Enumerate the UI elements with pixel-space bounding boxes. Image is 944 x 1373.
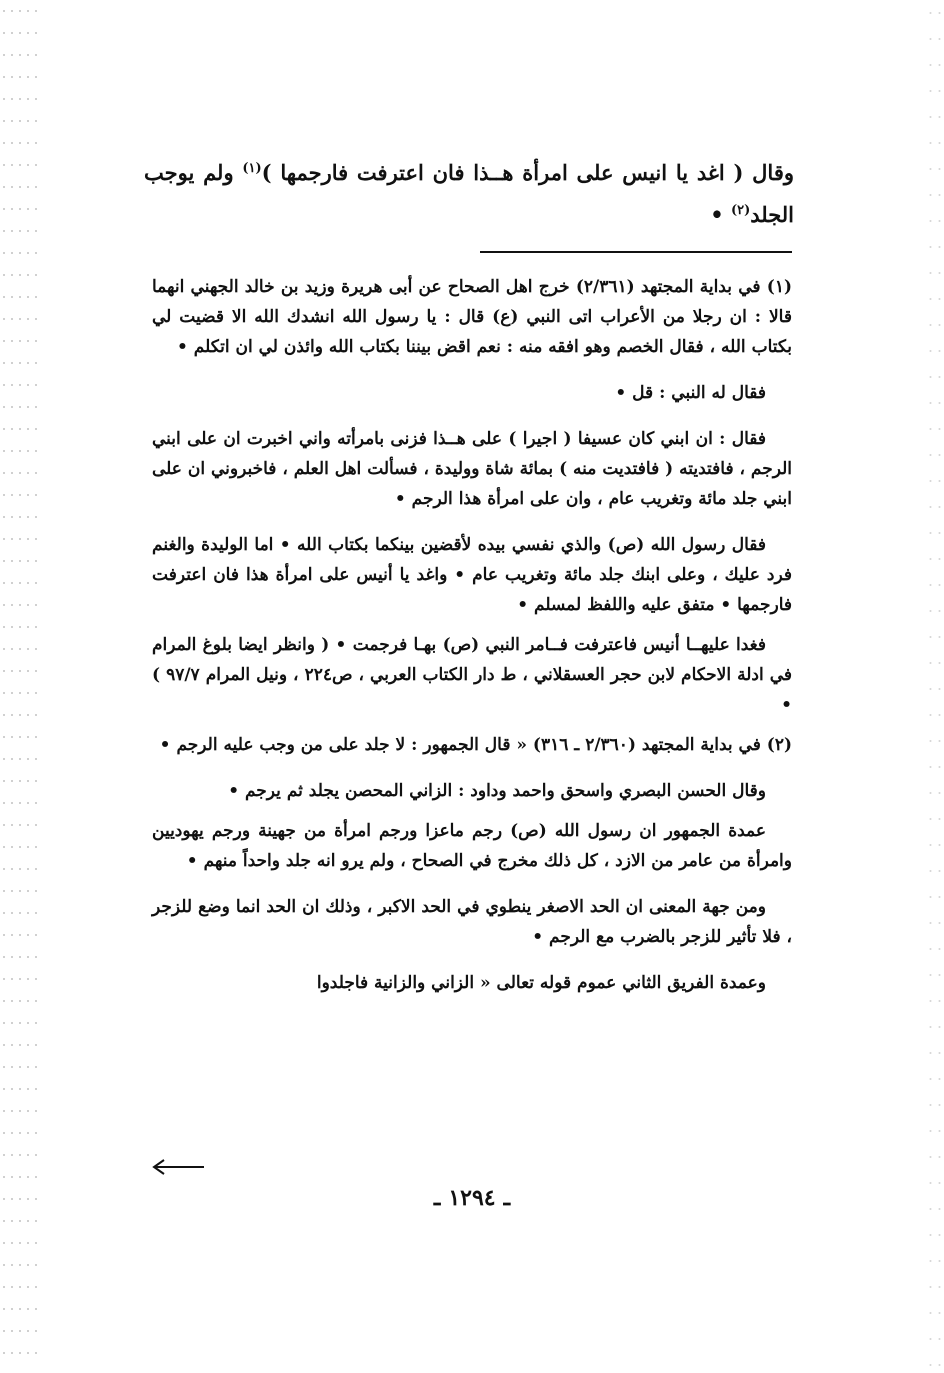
footnote-2-para-1: (٢) في بداية المجتهد (٢/٣٦٠ ـ ٣١٦) « قال الجمهور : لا جلد على من وجب عليه الرجم •: [159, 735, 792, 755]
footnote-2-para-3: عمدة الجمهور ان رسول الله (ص) رجم ماعزا ورجم امرأة من جهينة ورجم يهوديين وامرأة من عامر من الازد ، كل ذلك مخرج في الصحاح ، ولم يرو انه جلد واحداً منهم •: [152, 821, 792, 871]
footnote-2-para-2: وقال الحسن البصري واسحق واحمد وداود : الزاني المحصن يجلد ثم يرجم •: [228, 781, 766, 801]
main-line-2-end: •: [710, 202, 731, 227]
main-line-1-end: ولم: [203, 160, 243, 185]
footnote-1-para-4: فقال رسول الله (ص) والذي نفسي بيده لأقضين بينكما بكتاب الله • اما الوليدة والغنم فرد عليك ، وعلى ابنك جلد مائة وتغريب عام • واغد يا أنيس على امرأة هذا فان اعترفت فارجمها • متفق عليه واللفظ لمسلم •: [152, 535, 792, 615]
page-number: [0, 1185, 944, 1211]
footnote-1-para-5: فغدا عليهــا أنيس فاعترفت فــامر النبي (ص) بهـا فرجمت • ( وانظر ايضا بلوغ المرام في ادلة الاحكام لابن حجر العسقلاني ، ط دار الكتاب العربي ، ص٢٢٤ ، ونيل المرام ٩٧/٧ ) •: [152, 635, 793, 715]
footnote-1-para-3: فقال : ان ابني كان عسيفا ( اجيرا ) على هــذا فزنى بامرأته واني اخبرت ان على ابني الرجم ، فافتديته ( فافتديت منه ) بمائة شاة ووليدة ، فسألت اهل العلم ، فاخبروني ان على ابني جلد مائة وتغريب عام ، وان على امرأة هذا الرجم •: [152, 429, 792, 509]
footnote-1-marker: (١): [766, 277, 792, 297]
main-body-text: [144, 152, 794, 236]
page-number-dash-left: ـ: [503, 1185, 511, 1211]
footnote-ref-1: (١): [242, 161, 262, 176]
scan-edge-dots: [0, 0, 40, 1373]
footnote-separator: [480, 251, 792, 253]
footnote-1-text: في بداية المجتهد (٢/٣٦١) خرج اهل الصحاح عن أبى هريرة وزيد بن خالد الجهني انهما قالا : ان رجلا من الأعراب اتى النبي (ع) قال : يا رسول الله انشدك الله الا قضيت لي بكتاب الله ، فقال الخصم وهو افقه منه : نعم اقض بيننا بكتاب الله وائذن لي ان اتكلم •: [152, 277, 792, 357]
continuation-arrow-icon: [150, 1158, 206, 1176]
main-line-1: وقال ( اغد يا انيس على امرأة هــذا فان اعترفت فارجمها ): [261, 160, 795, 185]
footnote-1-para-1: [152, 272, 792, 362]
footnote-2-para-4: ومن جهة المعنى ان الحد الاصغر ينطوي في الحد الاكبر ، وذلك ان الحد انما وضع للزجر ، فلا تأثير للزجر بالضرب مع الرجم •: [152, 897, 792, 947]
footnote-1-para-2: فقال له النبي : قل •: [615, 383, 766, 403]
main-line-2: يوجب الجلد: [144, 160, 794, 227]
scan-edge-dots-right: [926, 0, 944, 1373]
footnote-ref-2: (٢): [730, 203, 751, 218]
footnotes: [152, 272, 792, 998]
footnote-2-para-5: وعمدة الفريق الثاني عموم قوله تعالى « الزاني والزانية فاجلدوا: [316, 973, 766, 993]
page-number-dash-right: ـ: [433, 1185, 441, 1211]
page-number-value: ١٢٩٤: [448, 1185, 496, 1211]
